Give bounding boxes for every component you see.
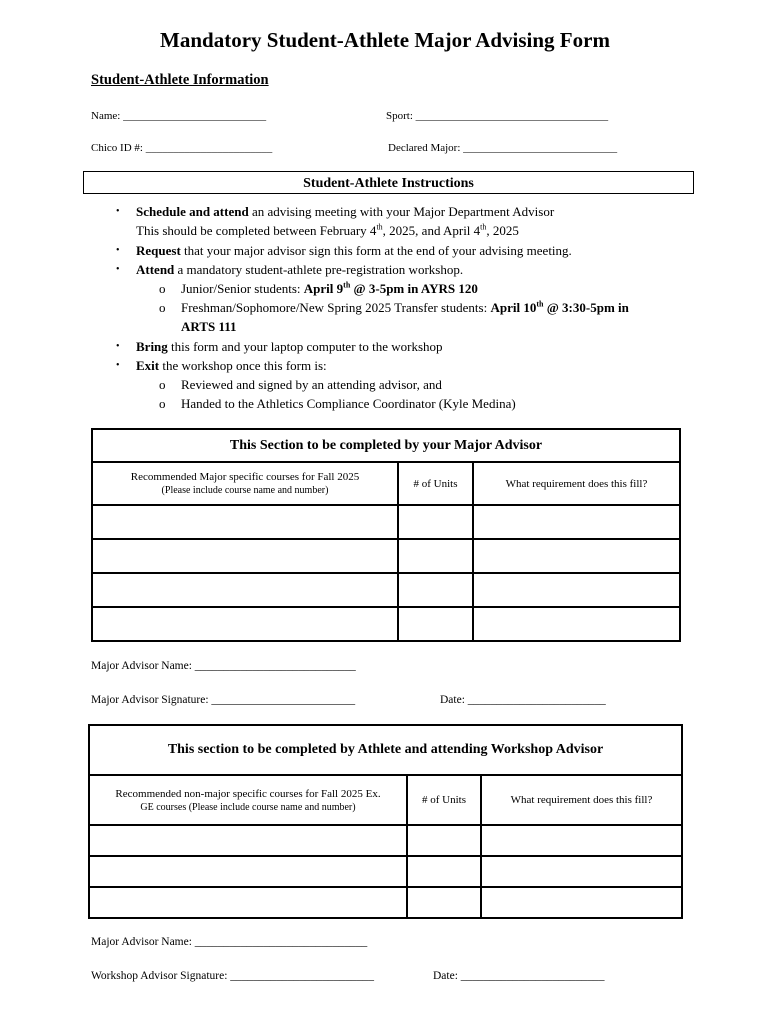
workshop-col-requirement-header: What requirement does this fill?: [481, 775, 682, 825]
instruction-junior-senior: [181, 281, 478, 297]
bullet-marker: •: [116, 245, 120, 256]
sub-bullet-marker: o: [159, 396, 166, 411]
instruction-exit: [136, 358, 327, 374]
instruction-text: This should be completed between February 4: [136, 223, 377, 238]
declared-major-field[interactable]: Declared Major: ____________________________: [388, 142, 618, 154]
instruction-text: an advising meeting with your Major Department Advisor: [248, 204, 555, 219]
instruction-freshman: [181, 300, 629, 316]
major-col-units-header: # of Units: [398, 462, 473, 505]
superscript: th: [536, 299, 544, 309]
workshop-col-courses-header: [89, 775, 407, 825]
workshop-advisor-signature-field[interactable]: Workshop Advisor Signature: _________________________: [91, 970, 375, 982]
table-cell[interactable]: [398, 505, 473, 539]
table-cell[interactable]: [473, 573, 680, 607]
table-cell[interactable]: [481, 825, 682, 856]
bullet-marker: •: [116, 206, 120, 217]
table-cell[interactable]: [398, 607, 473, 641]
sub-bullet-marker: o: [159, 300, 166, 315]
table-cell[interactable]: [89, 825, 407, 856]
major-advisor-name-field[interactable]: Major Advisor Name: ____________________________: [91, 660, 356, 672]
instruction-bold: @ 3-5pm in AYRS 120: [350, 281, 478, 296]
instruction-text: this form and your laptop computer to the workshop: [167, 339, 443, 354]
sub-bullet-marker: o: [159, 377, 166, 392]
table-cell[interactable]: [89, 856, 407, 887]
superscript: th: [376, 222, 383, 232]
table-cell[interactable]: [89, 887, 407, 918]
instruction-bold: Bring: [136, 339, 168, 354]
instruction-text: a mandatory student-athlete pre-registration workshop.: [174, 262, 464, 277]
column-header-text: Recommended Major specific courses for Fall 2025: [130, 471, 360, 483]
instruction-text: the workshop once this form is:: [159, 358, 327, 373]
superscript: th: [343, 280, 351, 290]
instruction-bold: Exit: [136, 358, 160, 373]
bullet-marker: •: [116, 264, 120, 275]
instruction-request: [136, 243, 572, 259]
instruction-attend: [136, 262, 463, 278]
table-cell[interactable]: [92, 505, 398, 539]
major-col-requirement-header: What requirement does this fill?: [473, 462, 680, 505]
instruction-handed: Handed to the Athletics Compliance Coordinator (Kyle Medina): [181, 396, 516, 411]
table-cell[interactable]: [92, 539, 398, 573]
instruction-bold: Schedule and attend: [136, 204, 249, 219]
table-cell[interactable]: [473, 505, 680, 539]
instruction-bold: Request: [136, 243, 181, 258]
instruction-text: that your major advisor sign this form at the end of your advising meeting.: [180, 243, 572, 258]
workshop-advisor-date-field[interactable]: Date: _________________________: [433, 970, 605, 982]
table-cell[interactable]: [473, 607, 680, 641]
major-advisor-table: [91, 428, 681, 642]
instruction-bold: Attend: [136, 262, 175, 277]
bullet-marker: •: [116, 341, 120, 352]
major-advisor-signature-field[interactable]: Major Advisor Signature: _________________________: [91, 694, 356, 706]
instruction-bring: [136, 339, 443, 355]
sub-bullet-marker: o: [159, 281, 166, 296]
instruction-dates: [136, 223, 519, 239]
chico-id-field[interactable]: Chico ID #: _______________________: [91, 142, 273, 154]
instruction-text: Freshman/Sophomore/New Spring 2025 Transfer students:: [181, 300, 491, 315]
table-cell[interactable]: [398, 539, 473, 573]
instruction-reviewed: Reviewed and signed by an attending advisor, and: [181, 377, 442, 392]
table-cell[interactable]: [92, 607, 398, 641]
table-cell[interactable]: [407, 856, 481, 887]
instruction-text: , 2025, and April 4: [382, 223, 481, 238]
major-table-caption: This Section to be completed by your Major Advisor: [92, 429, 680, 462]
table-cell[interactable]: [407, 825, 481, 856]
column-header-note: (Please include course name and number): [161, 485, 329, 496]
instruction-bold: April 9: [303, 281, 344, 296]
instruction-bold: @ 3:30-5pm in: [543, 300, 629, 315]
instructions-heading: Student-Athlete Instructions: [83, 171, 694, 194]
instruction-bold: April 10: [490, 300, 537, 315]
table-cell[interactable]: [481, 887, 682, 918]
major-col-courses-header: [92, 462, 398, 505]
instruction-freshman-room: ARTS 111: [181, 319, 237, 334]
name-field[interactable]: Name: __________________________: [91, 110, 267, 122]
column-header-text: Recommended non-major specific courses for Fall 2025 Ex.: [115, 787, 381, 800]
bullet-marker: •: [116, 360, 120, 371]
instruction-text: , 2025: [486, 223, 519, 238]
form-title: Mandatory Student-Athlete Major Advising Form: [160, 28, 610, 52]
instruction-text: Junior/Senior students:: [181, 281, 304, 296]
superscript: th: [480, 222, 487, 232]
table-cell[interactable]: [398, 573, 473, 607]
workshop-advisor-table: [88, 724, 683, 919]
workshop-table-caption: This section to be completed by Athlete and attending Workshop Advisor: [89, 725, 682, 775]
table-cell[interactable]: [481, 856, 682, 887]
major-advisor-date-field[interactable]: Date: ________________________: [440, 694, 606, 706]
table-cell[interactable]: [473, 539, 680, 573]
column-header-note: GE courses (Please include course name and number): [140, 801, 356, 813]
table-cell[interactable]: [92, 573, 398, 607]
table-cell[interactable]: [407, 887, 481, 918]
workshop-major-advisor-name-field[interactable]: Major Advisor Name: ______________________________: [91, 936, 368, 948]
info-heading: Student-Athlete Information: [91, 72, 269, 88]
sport-field[interactable]: Sport: ___________________________________: [386, 110, 609, 122]
instruction-schedule: [136, 204, 554, 220]
workshop-col-units-header: # of Units: [407, 775, 481, 825]
